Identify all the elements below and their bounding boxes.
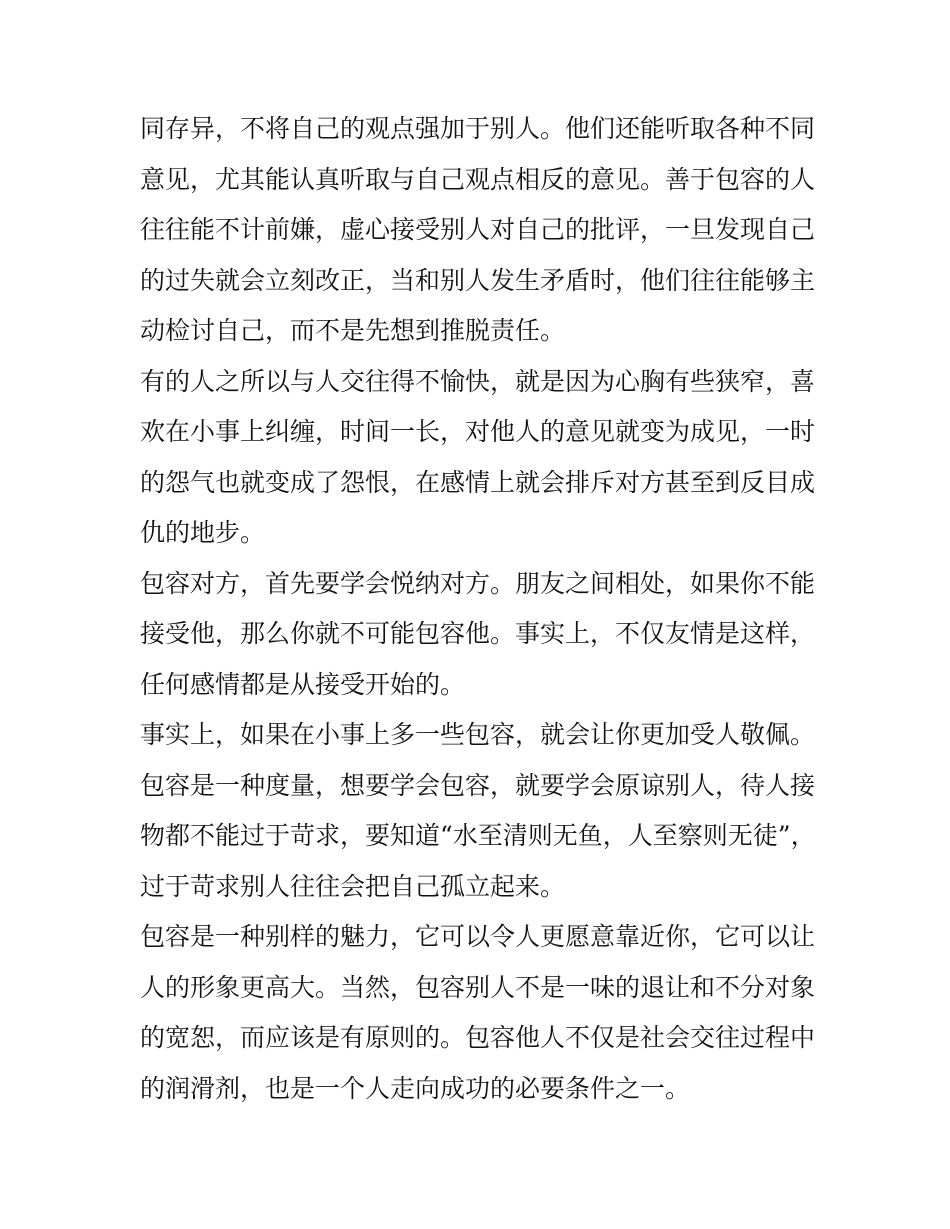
paragraph-4 xyxy=(140,710,820,761)
text-line: 的过失就会立刻改正，当和别人发生矛盾时，他们往往能够主 xyxy=(140,265,816,295)
paragraph-5 xyxy=(140,761,820,913)
paragraph-3 xyxy=(140,559,820,711)
text-line: 事实上，如果在小事上多一些包容，就会让你更加受人敬佩。 xyxy=(140,720,816,749)
document-body xyxy=(140,104,820,1114)
text-line: 欢在小事上纠缠，时间一长，对他人的意见就变为成见，一时 xyxy=(140,417,816,446)
text-line: 物都不能过于苛求，要知道“水至清则无鱼，人至察则无徒”， xyxy=(140,821,816,850)
text-line: 人的形象更高大。当然，包容别人不是一味的退让和不分对象 xyxy=(140,972,816,1002)
text-line: 的怨气也就变成了怨恨，在感情上就会排斥对方甚至到反目成 xyxy=(140,467,816,497)
paragraph-6 xyxy=(140,912,820,1114)
text-line: 仇的地步。 xyxy=(140,518,266,547)
text-line: 包容是一种别样的魅力，它可以令人更愿意靠近你，它可以让 xyxy=(140,922,816,951)
text-line: 同存异，不将自己的观点强加于别人。他们还能听取各种不同 xyxy=(140,114,816,143)
text-line: 意见，尤其能认真听取与自己观点相反的意见。善于包容的人 xyxy=(140,164,816,194)
text-line: 动检讨自己，而不是先想到推脱责任。 xyxy=(140,316,566,345)
text-line: 的润滑剂，也是一个人走向成功的必要条件之一。 xyxy=(140,1073,691,1103)
text-line: 包容是一种度量，想要学会包容，就要学会原谅别人，待人接 xyxy=(140,770,816,800)
text-line: 接受他，那么你就不可能包容他。事实上，不仅友情是这样， xyxy=(140,619,816,648)
text-line: 有的人之所以与人交往得不愉快，就是因为心胸有些狭窄，喜 xyxy=(140,366,816,396)
text-line: 任何感情都是从接受开始的。 xyxy=(140,669,466,699)
text-line: 过于苛求别人往往会把自己孤立起来。 xyxy=(140,871,566,901)
text-line: 往往能不计前嫌，虚心接受别人对自己的批评，一旦发现自己 xyxy=(140,215,816,244)
text-line: 的宽恕，而应该是有原则的。包容他人不仅是社会交往过程中 xyxy=(140,1023,816,1052)
paragraph-2 xyxy=(140,357,820,559)
text-line: 包容对方，首先要学会悦纳对方。朋友之间相处，如果你不能 xyxy=(140,568,816,598)
paragraph-1 xyxy=(140,104,820,357)
